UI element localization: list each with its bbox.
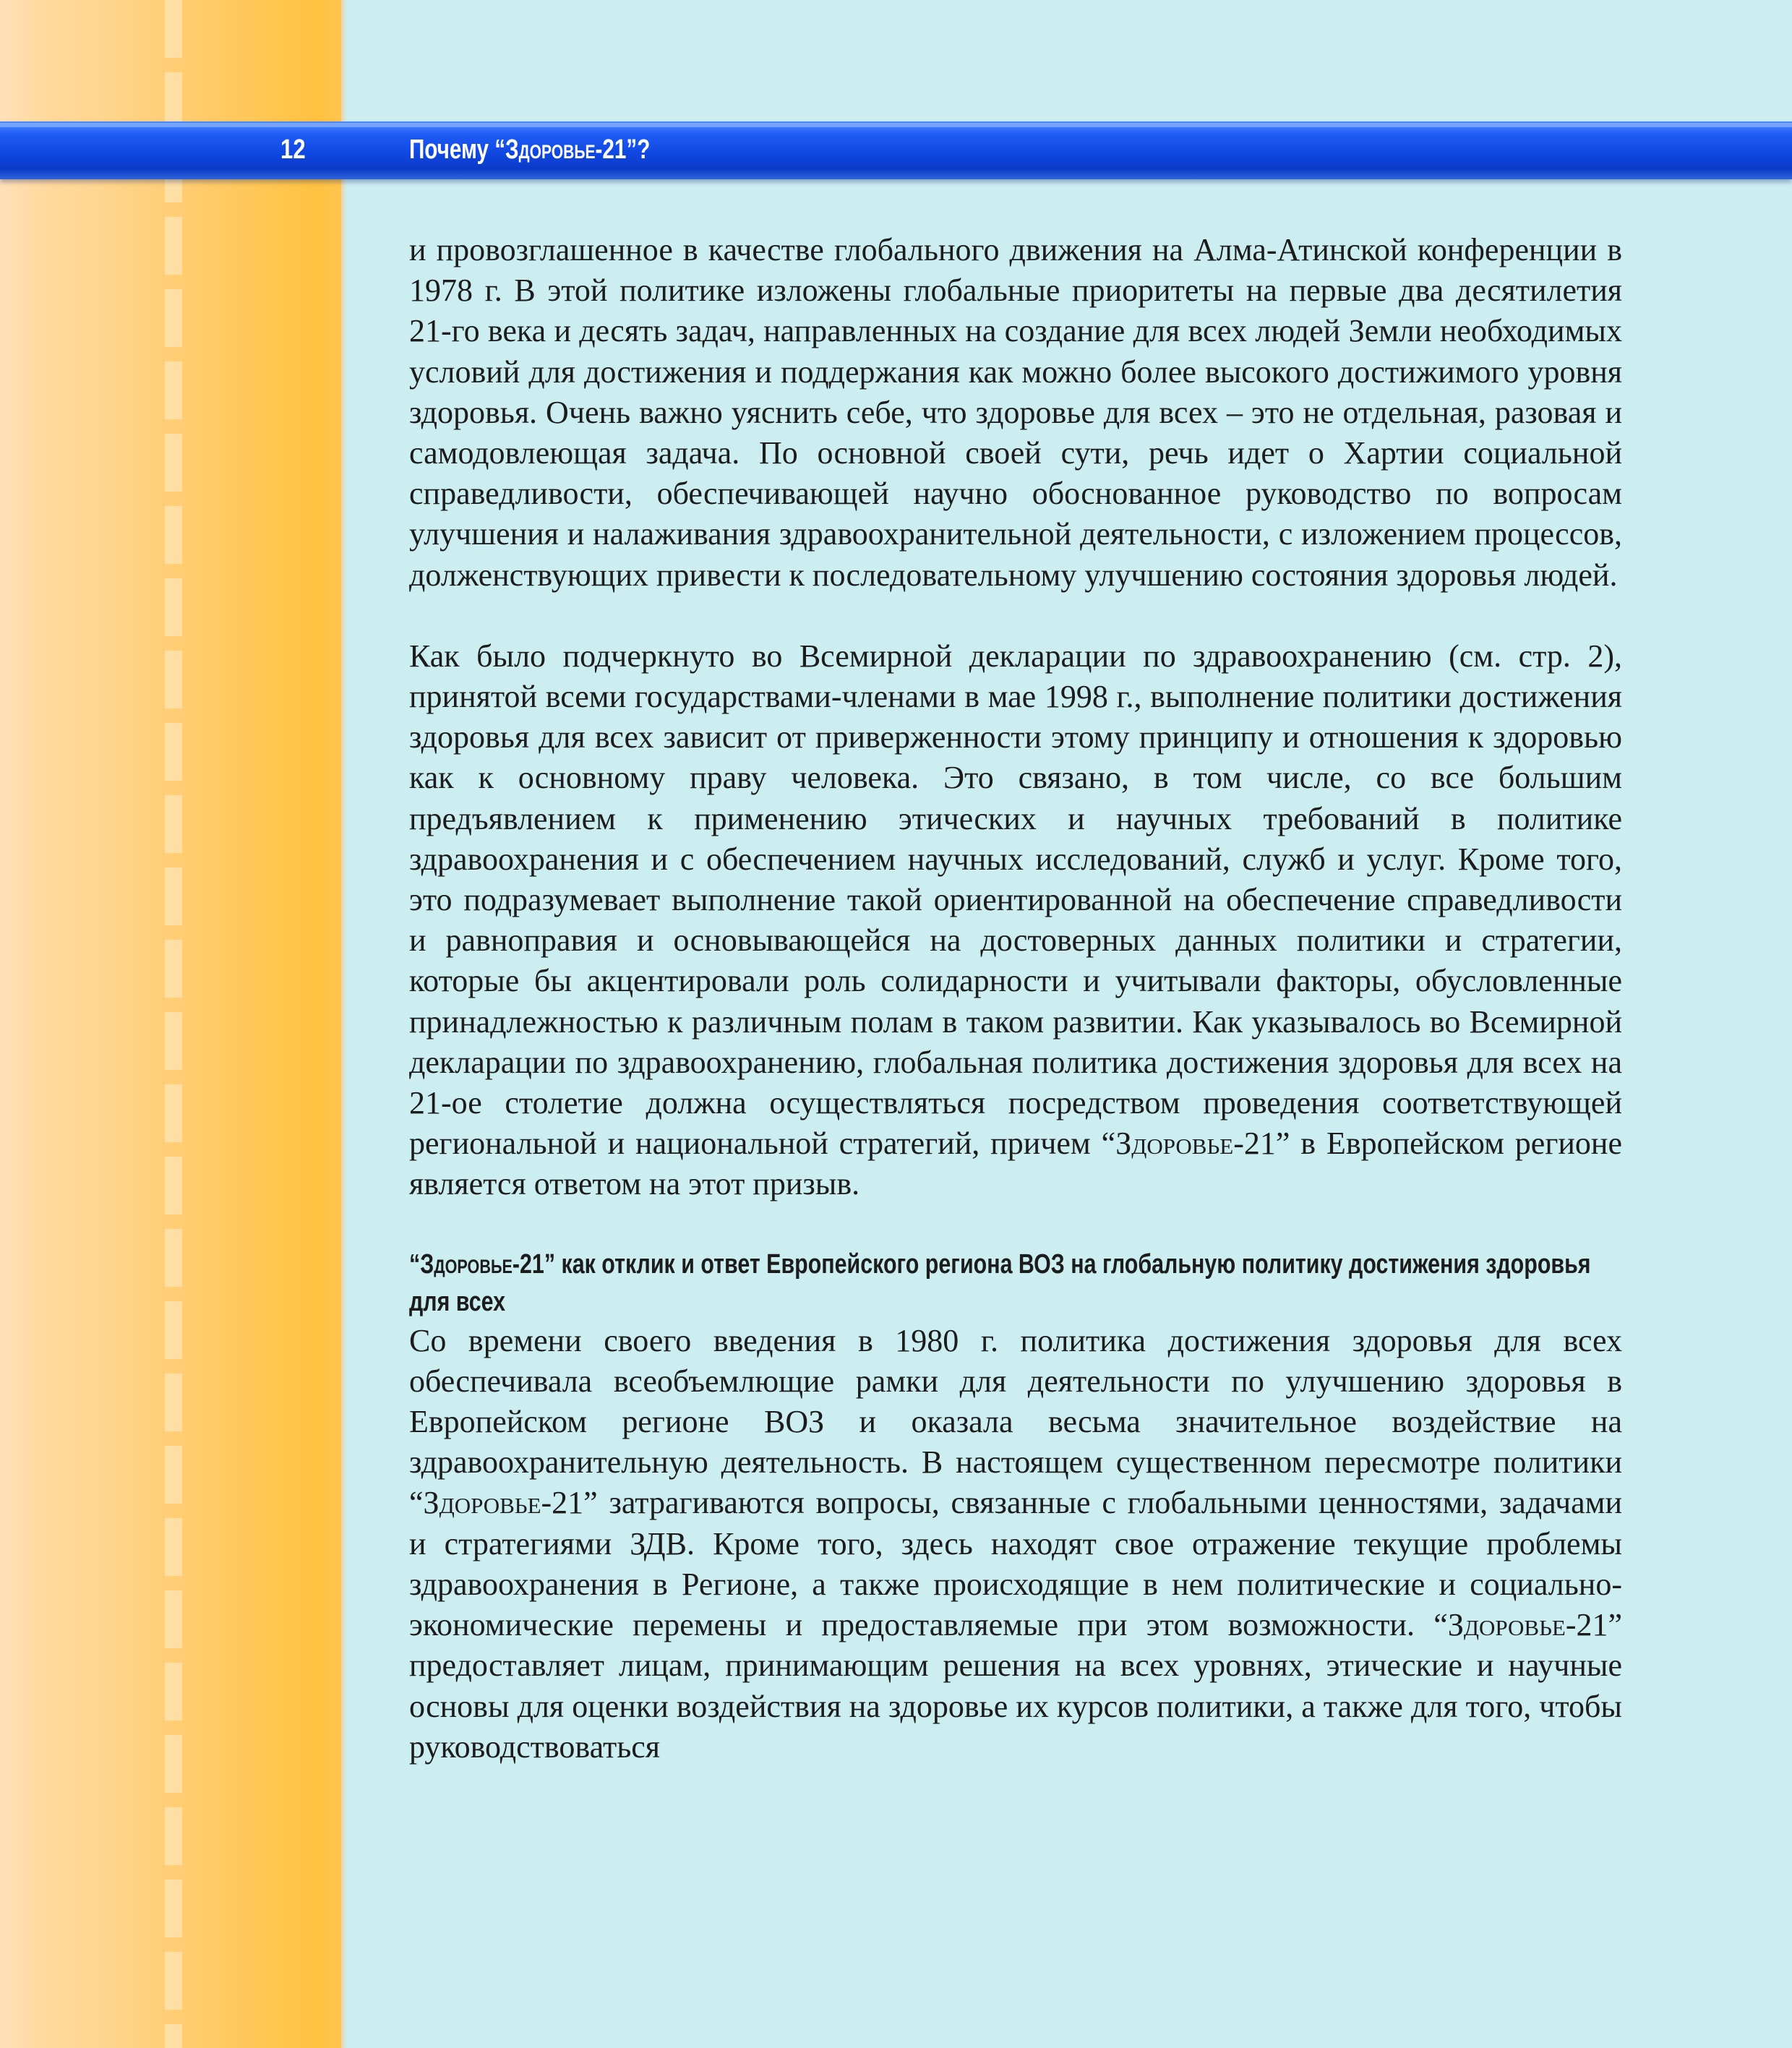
section-heading-open: “ <box>409 1248 421 1280</box>
running-header-band <box>0 121 1792 179</box>
running-title <box>409 131 650 168</box>
running-title-brand: Здоровье <box>505 134 596 165</box>
paragraph-3 <box>409 1321 1622 1768</box>
running-title-prefix: Почему “ <box>409 134 506 165</box>
section-heading <box>409 1246 1622 1321</box>
section-heading-brand: Здоровье <box>420 1248 513 1280</box>
main-text-column <box>409 230 1622 1768</box>
paragraph-3-part1: Со времени своего введения в 1980 г. политика достижения здоровья для всех обеспечивала всеобъемлющие рамки для деятельности по улучшению здоровья в Европейском регионе ВОЗ и оказала весьма значительное воздействие на здравоохранительную деятельность. В настоящем существенном пересмотре политики “ <box>409 1322 1622 1521</box>
decorative-side-stripe <box>0 0 341 2048</box>
paragraph-2 <box>409 636 1622 1205</box>
paragraph-3-brand-1: Здоровье <box>423 1485 541 1521</box>
page-number: 12 <box>280 134 306 165</box>
paragraph-2-brand: Здоровье <box>1115 1126 1234 1162</box>
paragraph-2-tail: -21” в Европейском регионе является ответом на этот призыв. <box>409 1126 1623 1202</box>
paragraph-2-text: Как было подчеркнуто во Всемирной декларации по здравоохранению (см. стр. 2), принятой всеми государствами-членами в мае 1998 г., выполнение политики достижения здоровья для всех зависит от приверженности этому принципу и отношения к здоровью как к основному праву человека. Это связано, в том числе, со все большим предъявлением к применению этических и научных требований в политике здравоохранения и с обеспечением научных исследований, служб и услуг. Кроме того, это подразумевает выполнение такой ориентированной на обеспечение справедливости и равноправия и основывающейся на достоверных данных политики и стратегии, которые бы акцентировали роль солидарности и учитывали факторы, обусловленные принадлежностью к различным полам в таком развитии. Как указывалось во Всемирной декларации по здравоохранению, глобальная политика достижения здоровья для всех на 21-ое столетие должна осуществляться посредством проведения соответствующей региональной и национальной стратегий, причем “ <box>409 638 1622 1162</box>
side-stripe-edge <box>341 0 347 2048</box>
paragraph-3-part3: -21” предоставляет лицам, принимающим решения на всех уровнях, этические и научные основы для оценки воздействия на здоровье их курсов политики, а также для того, чтобы руководствоваться <box>409 1607 1622 1765</box>
running-title-suffix: -21”? <box>595 134 651 165</box>
section-heading-rest: -21” как отклик и ответ Европейского региона ВОЗ на глобальную политику достижения здоровья для всех <box>409 1248 1591 1317</box>
paragraph-3-brand-2: Здоровье <box>1447 1607 1566 1643</box>
paragraph-3-part2: -21” затрагиваются вопросы, связанные с глобальными ценностями, задачами и стратегиями ЗДВ. Кроме того, здесь находят свое отражение текущие проблемы здравоохранения в Регионе, а также происходящие в нем политические и социально-экономические перемены и предоставляемые при этом возможности. “ <box>409 1485 1622 1643</box>
paragraph-1: и провозглашенное в качестве глобального движения на Алма-Атинской конференции в 1978 г. В этой политике изложены глобальные приоритеты на первые два десятилетия 21-го века и десять задач, направленных на создание для всех людей Земли необходимых условий для достижения и поддержания как можно более высокого достижимого уровня здоровья. Очень важно уяснить себе, что здоровье для всех – это не отдельная, разовая и самодовлеющая задача. По основной своей сути, речь идет о Хартии социальной справедливости, обеспечивающей научно обоснованное руководство по вопросам улучшения и налаживания здравоохранительной деятельности, с изложением процессов, долженствующих привести к последовательному улучшению состояния здоровья людей. <box>409 232 1622 593</box>
